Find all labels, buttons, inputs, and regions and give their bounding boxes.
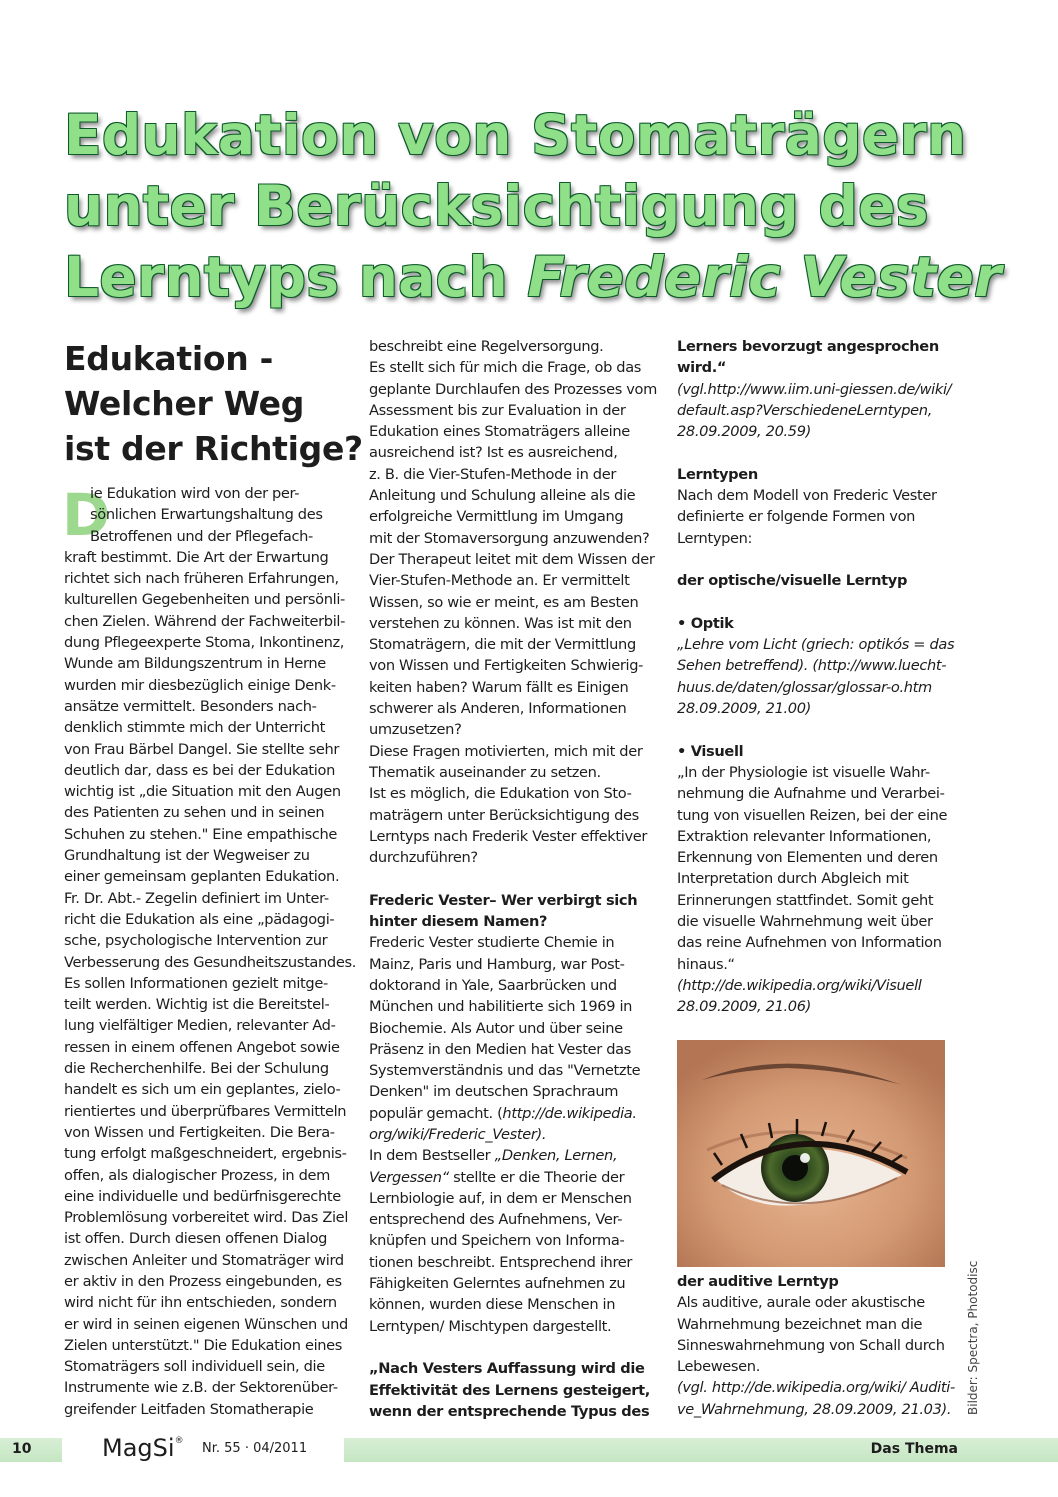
body-line: sche, psychologische Intervention zur: [64, 932, 328, 950]
body-line: Lerntypen/ Mischtypen dargestellt.: [369, 1317, 612, 1335]
visuell-heading: • Visuell: [677, 742, 744, 760]
body-text: Präsenz in den Medien hat Vester das: [369, 1040, 631, 1058]
lerntypen-text: [677, 485, 962, 549]
body-line: wurden mir diesbezüglich einige Denk-: [64, 676, 336, 694]
body-line: die visuelle Wahrnehmung weit über: [677, 913, 933, 931]
body-line: „In der Physiologie ist visuelle Wahr-: [677, 763, 930, 781]
body-line: maträgern unter Berücksichtigung des: [369, 806, 639, 824]
body-line: Interpretation durch Abgleich mit: [677, 870, 909, 888]
body-line: Extraktion relevanter Informationen,: [677, 827, 932, 845]
body-line: Instrumente wie z.B. der Sektorenüber-: [64, 1379, 338, 1397]
body-line: Assessment bis zur Evaluation in der: [369, 401, 626, 419]
reference-line: huus.de/daten/glossar/glossar-o.htm: [677, 678, 932, 696]
reference-line: default.asp?VerschiedeneLerntypen,: [677, 401, 932, 419]
vester-quote: [369, 1358, 654, 1422]
body-line: rientiertes und überprüfbares Vermitteln: [64, 1102, 347, 1120]
quote-line: Lerners bevorzugt angesprochen: [677, 338, 939, 355]
body-line: umzusetzen?: [369, 721, 462, 739]
subhead-line: Edukation -: [64, 339, 274, 378]
body-line: Fr. Dr. Abt.- Zegelin definiert im Unter-: [64, 889, 329, 907]
body-line: Es sollen Informationen gezielt mitge-: [64, 974, 328, 992]
body-line: das reine Aufnehmen von Information: [677, 934, 942, 952]
body-line: deutlich dar, dass es bei der Edukation: [64, 761, 335, 779]
body-line: definierte er folgende Formen von: [677, 508, 916, 526]
visuell-text: [677, 762, 962, 975]
magazine-name: [102, 1434, 184, 1462]
body-line: von Frau Bärbel Dangel. Sie stellte sehr: [64, 740, 340, 758]
bestseller-line: [369, 1145, 654, 1166]
body-line: Lerntyps nach Frederik Vester effektiver: [369, 827, 648, 845]
body-line: offen, als dialogischer Prozess, in dem: [64, 1166, 331, 1184]
body-line: [369, 1060, 654, 1081]
body-line: wichtig ist „die Situation mit den Augen: [64, 783, 341, 801]
body-line: Ist es möglich, die Edukation von Sto-: [369, 785, 632, 803]
paragraph-gap: [369, 868, 654, 889]
quote-line: Effektivität des Lernens gesteigert,: [369, 1381, 650, 1399]
bestseller-post: stellte er die Theorie der: [448, 1168, 625, 1186]
quote-end: [677, 336, 962, 379]
body-line: Thematik auseinander zu setzen.: [369, 763, 601, 781]
body-text: populär gemacht. (: [369, 1104, 503, 1122]
eye-photo: [677, 1040, 945, 1267]
subhead-line: Welcher Weg: [64, 384, 305, 423]
body-text: Mainz, Paris und Hamburg, war Post-: [369, 955, 625, 973]
reference-line: 28.09.2009, 21.00): [677, 700, 812, 718]
section-name: Das Thema: [870, 1441, 958, 1457]
reference-1: [677, 379, 962, 443]
body-line: von Wissen und Fertigkeiten. Die Bera-: [64, 1123, 335, 1141]
body-line: Stomaträgers soll individuell sein, die: [64, 1358, 325, 1376]
body-line: lung vielfältiger Medien, relevanter Ad-: [64, 1017, 336, 1035]
body-line: tung erfolgt maßgeschneidert, ergebnis-: [64, 1145, 347, 1163]
body-line: Problemlösung vorbereitet wird. Das Ziel: [64, 1209, 349, 1227]
body-text: Denken" im deutschen Sprachraum: [369, 1083, 619, 1101]
auditive-text: [677, 1292, 962, 1377]
body-line: Es stellt sich für mich die Frage, ob das: [369, 359, 642, 377]
body-line: tung von visuellen Reizen, bei der eine: [677, 806, 948, 824]
auditive-reference: [677, 1377, 962, 1420]
body-line: z. B. die Vier-Stufen-Methode in der: [369, 465, 616, 483]
body-line: Fähigkeiten Gelerntes aufnehmen zu: [369, 1275, 626, 1293]
body-line: Lernbiologie auf, in dem er Menschen: [369, 1189, 632, 1207]
body-line: chen Zielen. Während der Fachweiterbil-: [64, 612, 346, 630]
body-line: mit der Stomaversorgung anzuwenden?: [369, 529, 650, 547]
body-line: zwischen Anleiter und Stomaträger wird: [64, 1251, 344, 1269]
quote-line: wird.“: [677, 359, 727, 377]
body-line: knüpfen und Speichern von Informa-: [369, 1232, 625, 1250]
body-line: [369, 954, 654, 975]
paragraph-gap: [677, 549, 962, 570]
body-line: können, wurden diese Menschen in: [369, 1296, 616, 1314]
column-3-lower: [677, 1271, 962, 1420]
vester-bio: [369, 932, 654, 1145]
column-2-intro: [369, 336, 657, 868]
reference-line: ve_Wahrnehmung, 28.09.2009, 21.03).: [677, 1400, 952, 1418]
body-line: schwerer als Anderen, Informationen: [369, 700, 627, 718]
body-line: Erkennung von Elementen und deren: [677, 849, 938, 867]
quote-line: „Nach Vesters Auffassung wird die: [369, 1360, 645, 1378]
registered-mark: ®: [174, 1436, 184, 1446]
page-footer: [0, 1436, 1058, 1468]
article-headline: [64, 100, 1002, 313]
drop-cap: D: [62, 481, 111, 549]
body-line: erfolgreiche Vermittlung im Umgang: [369, 508, 624, 526]
reference-line: 28.09.2009, 21.06): [677, 998, 812, 1016]
paragraph-gap: [677, 442, 962, 463]
body-line: Erinnerungen stattfindet. Somit geht: [677, 891, 934, 909]
body-line: handelt es sich um ein geplantes, zielo-: [64, 1081, 341, 1099]
body-line: [369, 1039, 654, 1060]
body-line: Diese Fragen motivierten, mich mit der: [369, 742, 643, 760]
subhead-line: ist der Richtige?: [64, 429, 363, 468]
body-line: die Recherchenhilfe. Bei der Schulung: [64, 1060, 329, 1078]
body-line: wird nicht für ihn entschieden, sondern: [64, 1294, 337, 1312]
body-line: [369, 1103, 654, 1124]
body-text: München und habilitierte sich 1969 in: [369, 998, 633, 1016]
visual-type-heading: der optische/visuelle Lerntyp: [677, 572, 908, 590]
body-line: Edukation eines Stomaträgers alleine: [369, 423, 630, 441]
body-line: Lebewesen.: [677, 1358, 760, 1376]
body-line: ansätze vermittelt. Besonders nach-: [64, 697, 317, 715]
body-line: Sinneswahrnehmung von Schall durch: [677, 1336, 945, 1354]
body-line: Stomaträgern, die mit der Vermittlung: [369, 636, 636, 654]
reference-line: „Lehre vom Licht (griech: optikós = das: [677, 636, 955, 654]
column-2: [369, 336, 657, 1422]
body-line: Schuhen zu stehen." Eine empathische: [64, 825, 338, 843]
body-line: [369, 932, 654, 953]
magazine-title: MagSi: [102, 1434, 175, 1462]
reference-line: (http://de.wikipedia.org/wiki/Visuell: [677, 976, 922, 994]
paragraph-gap: [369, 1337, 654, 1358]
body-line: Nach dem Modell von Frederic Vester: [677, 487, 937, 505]
reference-line: 28.09.2009, 20.59): [677, 423, 812, 441]
optik-text: [677, 634, 962, 719]
body-line: des Patienten zu sehen und in seinen: [64, 804, 325, 822]
body-line: greifender Leitfaden Stomatherapie: [64, 1400, 314, 1418]
reference-line: Sehen betreffend). (http://www.luecht-: [677, 657, 947, 675]
quote-line: wenn der entsprechende Typus des: [369, 1402, 650, 1420]
body-line: kulturellen Gegebenheiten und persönli-: [64, 591, 345, 609]
reference-line: (vgl.http://www.iim.uni-giessen.de/wiki/: [677, 380, 952, 398]
body-line: [369, 975, 654, 996]
headline-line-3: [64, 242, 1002, 313]
body-line: Wissen, so wie er meint, es am Besten: [369, 593, 639, 611]
headline-line-2: unter Berücksichtigung des: [64, 174, 929, 238]
body-line: sönlichen Erwartungshaltung des: [90, 506, 323, 524]
eye-illustration: [677, 1040, 945, 1267]
vester-heading-line: hinter diesem Namen?: [369, 913, 548, 931]
wiki-link[interactable]: http://de.wikipedia.: [502, 1104, 637, 1122]
body-line: tionen beschreibt. Entsprechend ihrer: [369, 1253, 633, 1271]
body-line: ausreichend ist? Ist es ausreichend,: [369, 444, 618, 462]
body-line: geplante Durchlaufen des Prozesses vom: [369, 380, 657, 398]
section-subhead: [64, 336, 363, 471]
body-line: beschreibt eine Regelversorgung.: [369, 338, 604, 355]
auditive-heading: der auditive Lerntyp: [677, 1273, 839, 1290]
column-1: [64, 483, 357, 1420]
column-3: [677, 336, 962, 1018]
page-number: 10: [12, 1441, 32, 1457]
body-line: er wird in seinen eigenen Wünschen und: [64, 1315, 348, 1333]
body-line: [369, 996, 654, 1017]
body-line: teilt werden. Wichtig ist die Bereitstel-: [64, 996, 330, 1014]
bestseller-title-1: „Denken, Lernen,: [494, 1147, 618, 1165]
body-line: richt die Edukation als eine „pädagogi-: [64, 910, 335, 928]
body-line: ie Edukation wird von der per-: [90, 485, 300, 502]
body-text: Systemverständnis und das "Vernetzte: [369, 1062, 641, 1080]
body-line: denklich stimmte mich der Unterricht: [64, 719, 326, 737]
body-line: Der Therapeut leitet mit dem Wissen der: [369, 550, 655, 568]
body-line: dung Pflegeexperte Stoma, Inkontinenz,: [64, 634, 345, 652]
body-line: Lerntypen:: [677, 529, 753, 547]
body-line: von Wissen und Fertigkeiten Schwierig-: [369, 657, 644, 675]
headline-line-1: Edukation von Stomaträgern: [64, 103, 967, 167]
body-line: [369, 1018, 654, 1039]
bestseller-pre: In dem Bestseller: [369, 1147, 495, 1165]
body-text: Frederic Vester studierte Chemie in: [369, 934, 615, 952]
body-line: Betroffenen und der Pflegefach-: [90, 527, 313, 545]
photo-credit: Bilder: Spectra, Photodisc: [966, 1260, 980, 1415]
column-1-body: [64, 483, 357, 1420]
body-line: hinaus.“: [677, 955, 735, 973]
paragraph-gap: [677, 592, 962, 613]
body-line: einer gemeinsam geplanten Edukation.: [64, 868, 340, 886]
headline-line-3-regular: Lerntyps nach: [64, 245, 528, 309]
lernbiologie-text: [369, 1188, 654, 1337]
body-line: verstehen zu können. Was ist mit den: [369, 614, 632, 632]
body-line: nehmung die Aufnahme und Verarbei-: [677, 785, 945, 803]
body-line: Anleitung und Schulung alleine als die: [369, 487, 636, 505]
body-line: Vier-Stufen-Methode an. Er vermittelt: [369, 572, 630, 590]
body-text: doktorand in Yale, Saarbrücken und: [369, 976, 617, 994]
body-text: Biochemie. Als Autor und über seine: [369, 1019, 623, 1037]
body-line: ressen in einem offenen Angebot sowie: [64, 1038, 340, 1056]
body-line: Wunde am Bildungszentrum in Herne: [64, 655, 326, 673]
vester-heading-line: Frederic Vester– Wer verbirgt sich: [369, 891, 638, 909]
wiki-link[interactable]: org/wiki/Frederic_Vester).: [369, 1125, 547, 1143]
optik-heading: • Optik: [677, 614, 734, 632]
body-line: Als auditive, aurale oder akustische: [677, 1294, 925, 1312]
headline-line-3-italic: Frederic Vester: [527, 245, 1002, 309]
lerntypen-heading: Lerntypen: [677, 465, 758, 483]
body-line: Zielen unterstützt." Die Edukation eines: [64, 1336, 343, 1354]
body-line: Grundhaltung ist der Wegweiser zu: [64, 847, 310, 865]
paragraph-gap: [677, 719, 962, 740]
bestseller-title-2: Vergessen“: [369, 1168, 449, 1186]
body-line: entsprechend des Aufnehmens, Ver-: [369, 1211, 623, 1229]
body-line: durchzuführen?: [369, 849, 478, 867]
visuell-reference: [677, 975, 962, 1018]
body-line: richtet sich nach früheren Erfahrungen,: [64, 570, 339, 588]
body-line: [369, 1081, 654, 1102]
body-line: ist offen. Durch diesen offenen Dialog: [64, 1230, 328, 1248]
body-line: kraft bestimmt. Die Art der Erwartung: [64, 548, 329, 566]
body-line: er aktiv in den Prozess eingebunden, es: [64, 1272, 342, 1290]
bestseller-line-2: [369, 1167, 654, 1188]
reference-line: (vgl. http://de.wikipedia.org/wiki/ Auditi-: [677, 1379, 955, 1397]
body-line: keiten haben? Warum fällt es Einigen: [369, 678, 629, 696]
body-line: Verbesserung des Gesundheitszustandes.: [64, 953, 357, 971]
body-line: Wahrnehmung bezeichnet man die: [677, 1315, 923, 1333]
body-line: eine individuelle und bedürfnisgerechte: [64, 1187, 341, 1205]
issue-info: Nr. 55 · 04/2011: [202, 1441, 308, 1456]
